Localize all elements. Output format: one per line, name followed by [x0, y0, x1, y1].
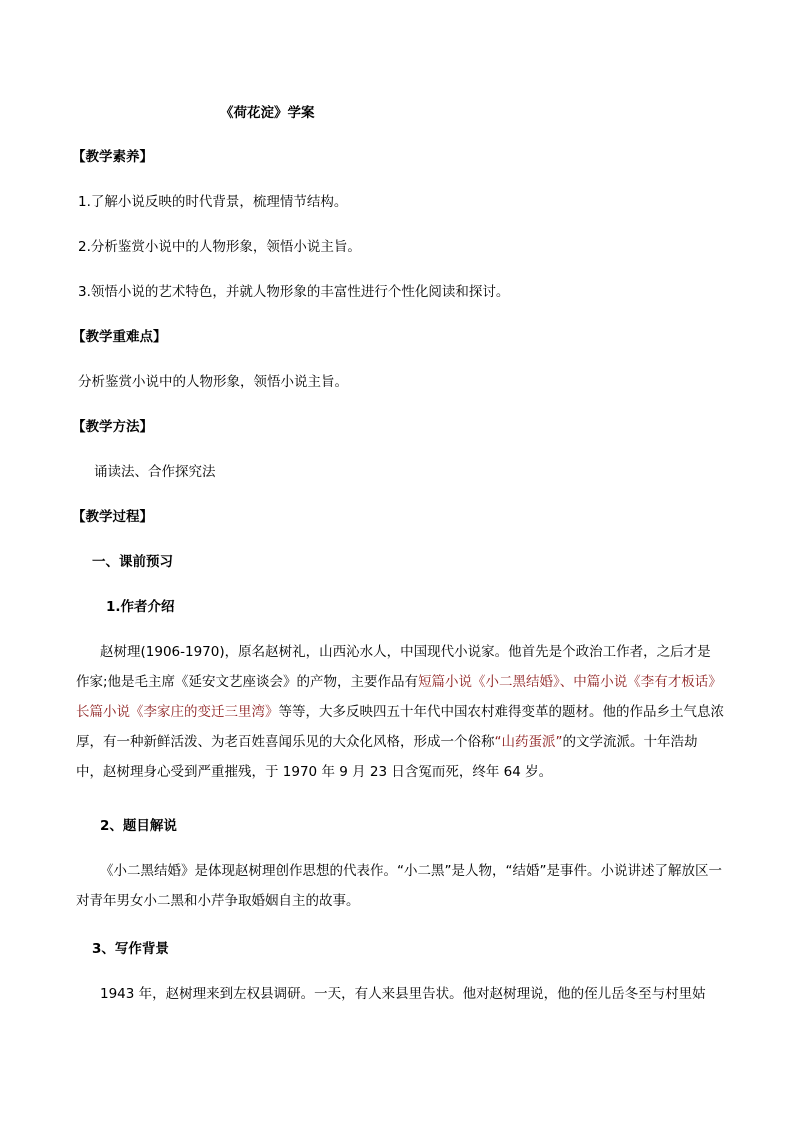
title-explain-paragraph: 《小二黑结婚》是体现赵树理创作思想的代表作。“小二黑”是人物，“结婚”是事件。小说讲述了解放区一对青年男女小二黑和小芹争取婚姻自主的故事。: [76, 863, 722, 909]
school-name-highlight: “山药蛋派”: [494, 734, 563, 750]
literacy-item-1: 1.了解小说反映的时代背景，梳理情节结构。: [78, 194, 348, 210]
author-intro-seg-1: 赵树理(1906-1970)，原名赵树礼，山西沁水人，中国现代小说家。他首先是个政治工作者，之后才是作家;他是毛主席《延安文艺座谈会》的产物，主要作品有: [76, 644, 711, 690]
author-intro-seg-5: 的文学流派。十年浩劫中，赵树理身心受到严重摧残，于 1970 年 9 月 23 日含冤而死，终年 64 岁。: [76, 734, 698, 780]
author-intro-seg-3: 等等，大多反映四五十年代中国农村难得变革的题材。他的作品乡土气息浓厚，有一种新鲜活泼、为老百姓喜闻乐见的大众化风格，形成一个俗称: [76, 704, 724, 750]
document-title: 《荷花淀》学案: [220, 105, 315, 121]
background-paragraph: 1943 年，赵树理来到左权县调研。一天，有人来县里告状。他对赵树理说，他的侄儿岳冬至与村里姑: [100, 986, 706, 1002]
background-heading: 3、写作背景: [92, 941, 169, 957]
section-heading-literacy: 【教学素养】: [72, 149, 153, 165]
section-heading-process: 【教学过程】: [72, 509, 153, 525]
author-works-highlight: 短篇小说《小二黑结婚》、中篇小说《李有才板话》长篇小说《李家庄的变迁三里湾》: [76, 674, 722, 720]
section-heading-key-points: 【教学重难点】: [72, 329, 167, 345]
author-intro-heading: 1.作者介绍: [106, 599, 175, 615]
process-part-1-heading: 一、课前预习: [92, 554, 173, 570]
methods-text: 诵读法、合作探究法: [94, 464, 216, 480]
section-heading-methods: 【教学方法】: [72, 419, 153, 435]
literacy-item-2: 2.分析鉴赏小说中的人物形象，领悟小说主旨。: [78, 239, 361, 255]
literacy-item-3: 3.领悟小说的艺术特色，并就人物形象的丰富性进行个性化阅读和探讨。: [78, 284, 510, 300]
key-points-text: 分析鉴赏小说中的人物形象，领悟小说主旨。: [78, 374, 348, 390]
author-intro-paragraph: [76, 637, 724, 787]
title-explain-heading: 2、题目解说: [100, 818, 177, 834]
